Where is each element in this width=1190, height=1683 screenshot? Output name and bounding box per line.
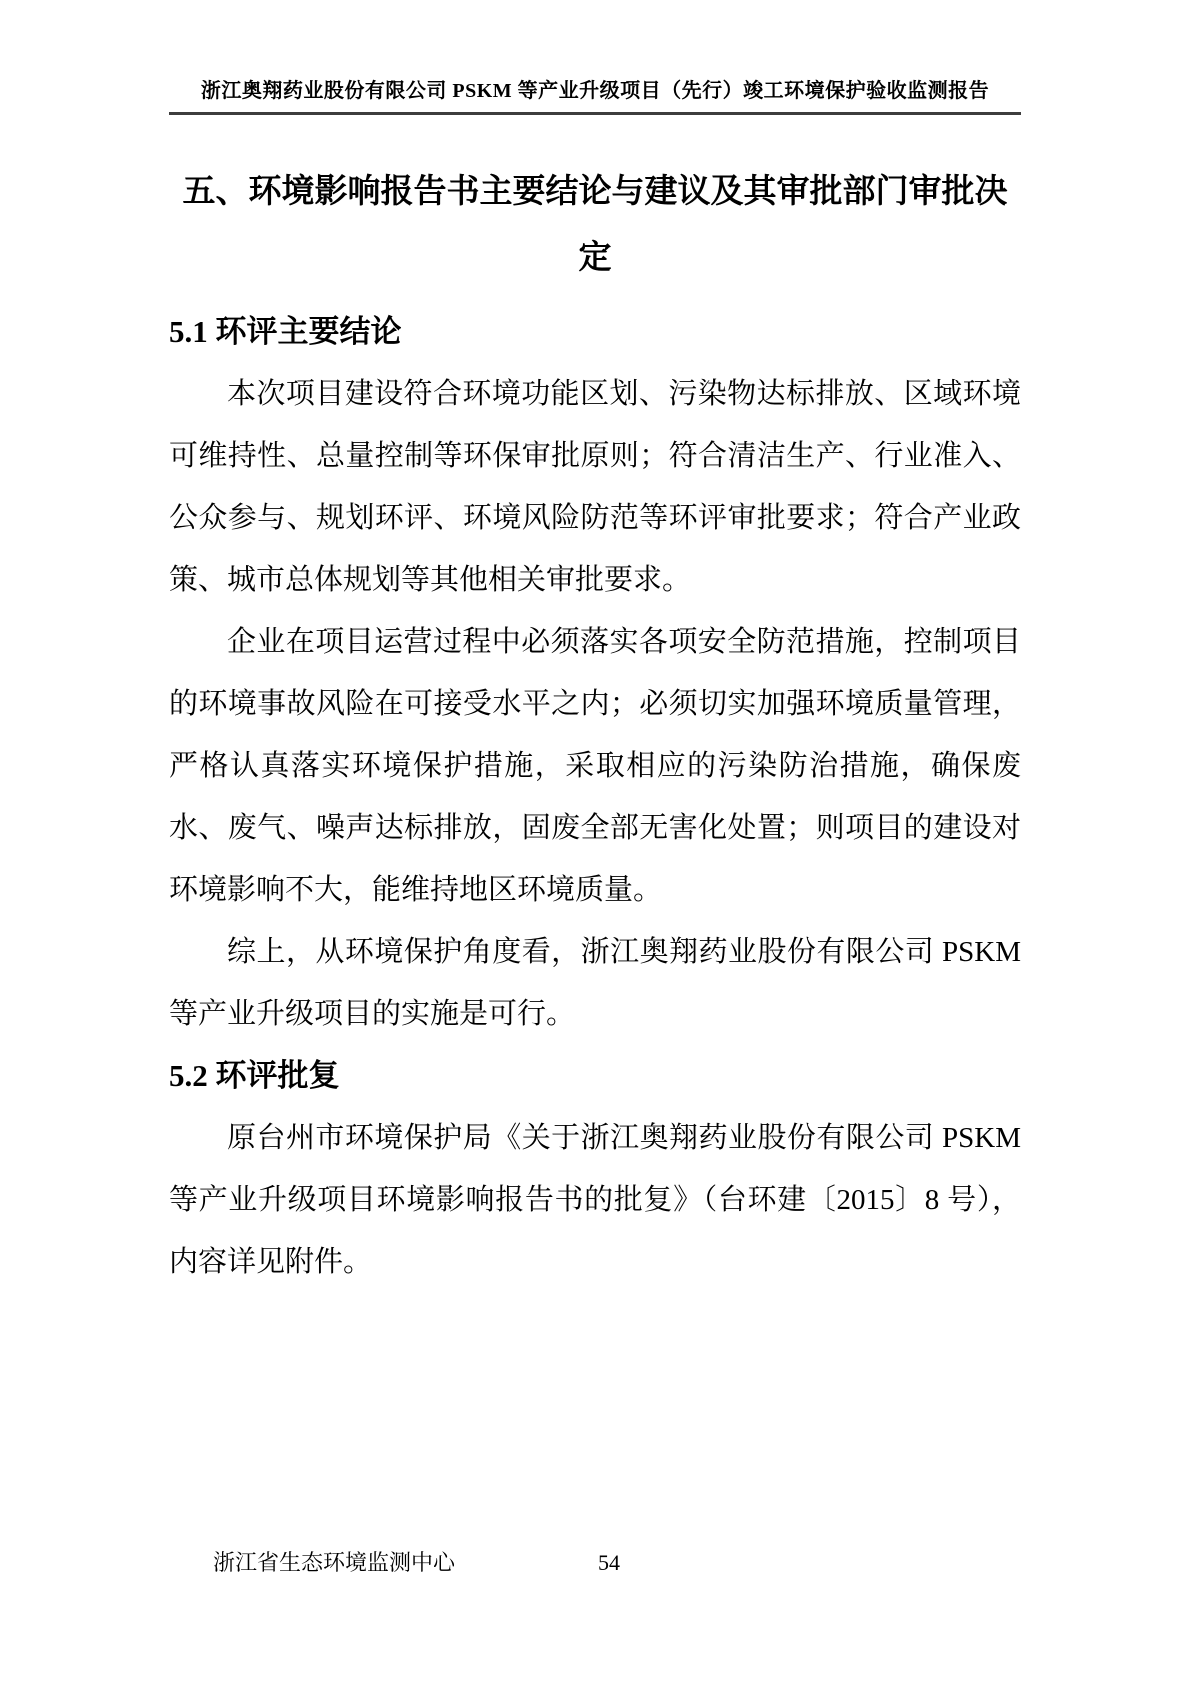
paragraph-5-1-conclusion-2: 企业在项目运营过程中必须落实各项安全防范措施，控制项目的环境事故风险在可接受水平之内；必须切实加强环境质量管理，严格认真落实环境保护措施，采取相应的污染防治措施，确保废水、废气、噪声达标排放，固废全部无害化处置；则项目的建设对环境影响不大，能维持地区环境质量。	[169, 626, 1021, 906]
section-heading-5-1: 5.1 环评主要结论	[169, 314, 402, 349]
page-header-title: 浙江奥翔药业股份有限公司 PSKM 等产业升级项目（先行）竣工环境保护验收监测报告	[200, 80, 990, 102]
section-heading-5-2: 5.2 环评批复	[169, 1058, 340, 1093]
header-divider-rule	[169, 112, 1021, 115]
chapter-title: 五、环境影响报告书主要结论与建议及其审批部门审批决定	[182, 174, 1008, 276]
document-content	[169, 159, 1021, 1293]
page-footer	[0, 1548, 1190, 1578]
paragraph-5-2-approval: 原台州市环境保护局《关于浙江奥翔药业股份有限公司 PSKM 等产业升级项目环境影响报告书的批复》（台环建〔2015〕8 号），内容详见附件。	[169, 1122, 1021, 1278]
footer-page-number: 54	[598, 1550, 620, 1575]
footer-organization: 浙江省生态环境监测中心	[213, 1550, 456, 1575]
paragraph-5-1-conclusion-1: 本次项目建设符合环境功能区划、污染物达标排放、区域环境可维持性、总量控制等环保审批原则；符合清洁生产、行业准入、公众参与、规划环评、环境风险防范等环评审批要求；符合产业政策、城市总体规划等其他相关审批要求。	[169, 378, 1021, 596]
paragraph-5-1-conclusion-3: 综上，从环境保护角度看，浙江奥翔药业股份有限公司 PSKM 等产业升级项目的实施是可行。	[169, 936, 1021, 1030]
